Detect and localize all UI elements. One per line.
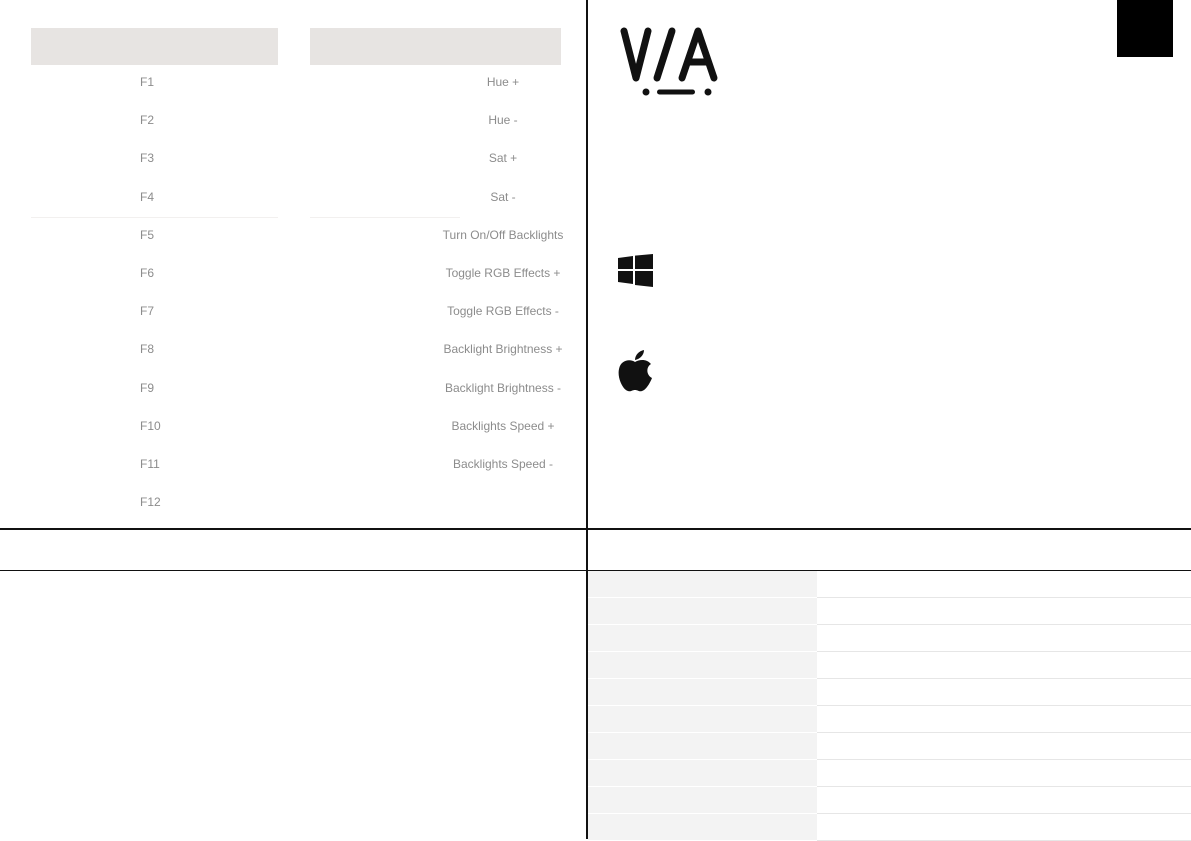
horizontal-divider-top [0,528,1191,530]
table-row [588,760,1191,787]
table-cell-label [588,733,817,760]
table-row [588,733,1191,760]
fn-key-list [140,74,161,532]
table-row [588,706,1191,733]
table-row [588,814,1191,841]
windows-icon [618,254,653,287]
function-item: Backlight Brightness + [443,342,563,357]
table-cell-value [817,571,1191,598]
function-item: Toggle RGB Effects - [447,304,559,319]
table-cell-label [588,652,817,679]
function-item: Hue + [486,75,520,89]
fn-key: F2 [140,113,155,128]
table-cell-value [817,814,1191,841]
table-cell-value [817,733,1191,760]
fn-key: F5 [140,227,155,242]
table-row [588,787,1191,814]
table-cell-label [588,814,817,841]
table-cell-value [817,598,1191,625]
function-item: Toggle RGB Effects + [445,265,561,280]
table-cell-value [817,760,1191,787]
via-logo-icon [620,26,734,98]
table-row [588,679,1191,706]
table-cell-label [588,598,817,625]
badge-block [1117,0,1173,57]
function-item: Hue - [488,113,518,128]
function-item: Sat - [490,189,516,204]
table-cell-label [588,625,817,652]
table-row [588,625,1191,652]
fn-key: F9 [140,380,155,395]
fn-key: F8 [140,342,155,357]
function-item: Backlight Brightness - [444,380,562,395]
function-list [423,74,583,494]
fn-key: F3 [140,151,155,166]
table-cell-label [588,706,817,733]
function-item: Turn On/Off Backlights [442,227,564,242]
fn-key: F10 [140,418,161,433]
apple-icon [617,350,653,392]
table-cell-label [588,760,817,787]
fn-key: F6 [140,265,155,280]
table-row [588,571,1191,598]
table-cell-value [817,652,1191,679]
table-cell-value [817,706,1191,733]
table-cell-value [817,679,1191,706]
function-item: Sat + [488,151,518,166]
table-cell-value [817,625,1191,652]
function-item: Backlights Speed - [452,456,554,471]
table-cell-value [817,787,1191,814]
table-row [588,598,1191,625]
table-cell-label [588,787,817,814]
table-cell-label [588,679,817,706]
table-row [588,652,1191,679]
table-cell-label [588,571,817,598]
function-item: Backlights Speed + [451,418,555,433]
function-column-header [310,28,561,65]
fn-key: F1 [140,75,155,89]
fn-key: F7 [140,304,155,319]
spec-table [588,571,1191,841]
fn-key: F11 [140,456,160,471]
fn-key: F4 [140,189,155,204]
keys-column-header [31,28,278,65]
fn-key: F12 [140,495,161,510]
